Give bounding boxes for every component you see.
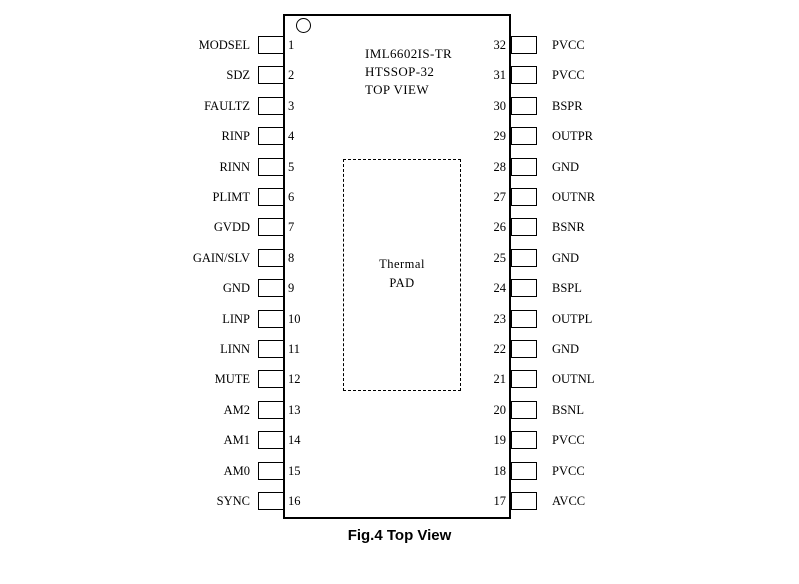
pin-lead-16	[258, 492, 284, 510]
pin-lead-4	[258, 127, 284, 145]
pin-number-3: 3	[288, 99, 295, 113]
pin-number-31: 31	[493, 68, 506, 82]
pin-name-9: GND	[222, 281, 250, 295]
pin-name-25: GND	[552, 251, 580, 265]
pin-name-26: BSNR	[552, 220, 585, 234]
pin-number-25: 25	[493, 251, 506, 265]
pin-lead-19	[511, 431, 537, 449]
pin-number-14: 14	[288, 433, 301, 447]
pin-number-29: 29	[493, 129, 506, 143]
pin-name-8: GAIN/SLV	[192, 251, 250, 265]
pin-number-5: 5	[288, 160, 295, 174]
pin-lead-12	[258, 370, 284, 388]
pin-lead-2	[258, 66, 284, 84]
pin-lead-8	[258, 249, 284, 267]
pin-name-22: GND	[552, 342, 580, 356]
pin-lead-3	[258, 97, 284, 115]
part-number-label: IML6602IS-TR	[365, 46, 453, 61]
pin-lead-23	[511, 310, 537, 328]
view-label: TOP VIEW	[365, 82, 429, 97]
pin-number-1: 1	[288, 38, 295, 52]
pin-number-22: 22	[493, 342, 506, 356]
pin-lead-31	[511, 66, 537, 84]
pin-lead-9	[258, 279, 284, 297]
pin-lead-6	[258, 188, 284, 206]
pin-name-6: PLIMT	[212, 190, 250, 204]
pin-name-24: BSPL	[552, 281, 582, 295]
pin-number-18: 18	[493, 464, 506, 478]
pin-name-20: BSNL	[552, 403, 584, 417]
pin-number-7: 7	[288, 220, 295, 234]
pin-name-29: OUTPR	[552, 129, 593, 143]
pin-number-9: 9	[288, 281, 295, 295]
pin-lead-21	[511, 370, 537, 388]
pin-name-1: MODSEL	[198, 38, 250, 52]
thermal-pad-label	[343, 255, 461, 293]
pin-name-32: PVCC	[552, 38, 585, 52]
pin-number-15: 15	[288, 464, 301, 478]
pin-lead-24	[511, 279, 537, 297]
pin-name-21: OUTNL	[552, 372, 595, 386]
pin-name-13: AM2	[223, 403, 250, 417]
figure-caption: Fig.4 Top View	[347, 527, 452, 544]
pin-number-6: 6	[288, 190, 295, 204]
pin-lead-13	[258, 401, 284, 419]
pin-lead-14	[258, 431, 284, 449]
package-label: HTSSOP-32	[365, 64, 435, 79]
pin-name-10: LINP	[222, 312, 250, 326]
pin-lead-20	[511, 401, 537, 419]
pin-name-2: SDZ	[226, 68, 250, 82]
pin-name-7: GVDD	[213, 220, 250, 234]
pin-name-28: GND	[552, 160, 580, 174]
pin-number-2: 2	[288, 68, 295, 82]
pin-lead-7	[258, 218, 284, 236]
pin-name-12: MUTE	[214, 372, 250, 386]
pin-name-16: SYNC	[216, 494, 250, 508]
pin-lead-11	[258, 340, 284, 358]
pin-number-20: 20	[493, 403, 506, 417]
thermal-pad-line-1: Thermal	[379, 257, 425, 271]
pin-lead-25	[511, 249, 537, 267]
pin-number-21: 21	[493, 372, 506, 386]
pin-lead-29	[511, 127, 537, 145]
pin-number-16: 16	[288, 494, 301, 508]
pin-number-27: 27	[493, 190, 506, 204]
pin-lead-26	[511, 218, 537, 236]
pin-number-4: 4	[288, 129, 295, 143]
pin-number-28: 28	[493, 160, 506, 174]
pin-number-13: 13	[288, 403, 301, 417]
pin-lead-1	[258, 36, 284, 54]
pin-number-12: 12	[288, 372, 301, 386]
pin-lead-17	[511, 492, 537, 510]
pin-lead-18	[511, 462, 537, 480]
pin-number-10: 10	[288, 312, 301, 326]
pin-lead-28	[511, 158, 537, 176]
pin-name-15: AM0	[223, 464, 250, 478]
pin-name-30: BSPR	[552, 99, 583, 113]
pin-name-17: AVCC	[552, 494, 586, 508]
pin-lead-30	[511, 97, 537, 115]
pin-name-18: PVCC	[552, 464, 585, 478]
pin-name-11: LINN	[220, 342, 250, 356]
pin-lead-10	[258, 310, 284, 328]
pin-number-26: 26	[493, 220, 506, 234]
pin-number-11: 11	[288, 342, 301, 356]
pin-name-5: RINN	[219, 160, 250, 174]
pin-lead-27	[511, 188, 537, 206]
thermal-pad-line-2: PAD	[389, 276, 415, 290]
pin-name-27: OUTNR	[552, 190, 596, 204]
pin-lead-22	[511, 340, 537, 358]
pin-number-24: 24	[493, 281, 506, 295]
pin-lead-32	[511, 36, 537, 54]
pin-name-14: AM1	[223, 433, 250, 447]
pin-number-23: 23	[493, 312, 506, 326]
pin-lead-15	[258, 462, 284, 480]
pin-name-31: PVCC	[552, 68, 585, 82]
pin-name-23: OUTPL	[552, 312, 593, 326]
pin-number-19: 19	[493, 433, 506, 447]
pin-name-4: RINP	[221, 129, 250, 143]
pin-number-32: 32	[493, 38, 506, 52]
pin-name-3: FAULTZ	[204, 99, 250, 113]
pin-1-marker-icon	[296, 18, 311, 33]
pin-name-19: PVCC	[552, 433, 585, 447]
pin-number-30: 30	[493, 99, 506, 113]
pin-number-17: 17	[493, 494, 506, 508]
pin-lead-5	[258, 158, 284, 176]
pin-number-8: 8	[288, 251, 295, 265]
